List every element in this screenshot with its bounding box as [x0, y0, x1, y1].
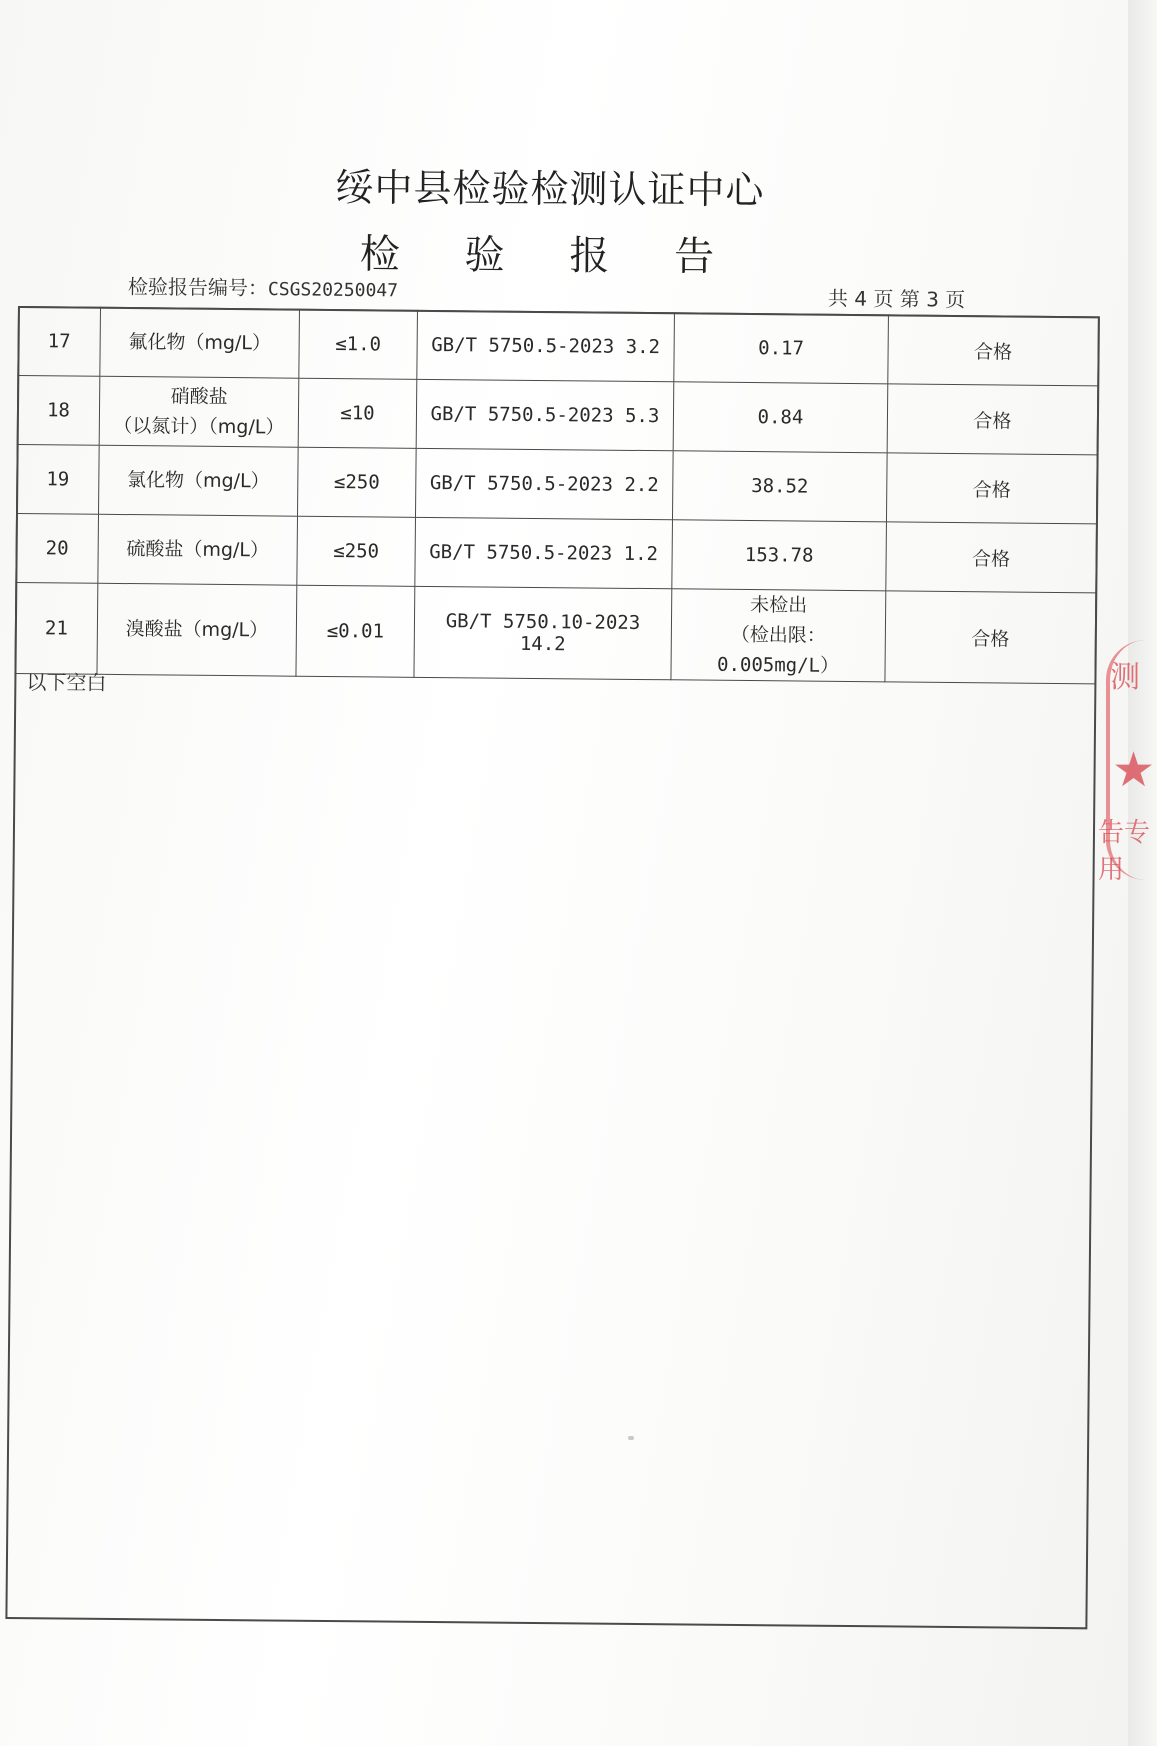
limit-value: ≤0.01 [296, 585, 415, 677]
row-number: 18 [17, 376, 100, 446]
seal-star-icon: ★ [1112, 742, 1156, 798]
test-result-line: （检出限：0.005mg/L） [716, 623, 840, 677]
seal-text-bottom: 告专用 [1098, 818, 1151, 885]
limit-value: ≤1.0 [299, 309, 418, 379]
results-table [14, 306, 1098, 684]
organization-name: 绥中县检验检测认证中心 [335, 165, 765, 213]
test-method: GB/T 5750.5-2023 5.3 [416, 379, 674, 450]
row-number: 19 [17, 444, 100, 514]
test-method: GB/T 5750.5-2023 2.2 [415, 448, 673, 519]
test-result [674, 313, 889, 384]
test-result [672, 520, 887, 591]
limit-value: ≤10 [298, 378, 417, 448]
test-item [99, 445, 299, 516]
report-number-value: CSGS20250047 [267, 279, 399, 302]
test-item-line: （以氮计）（mg/L） [113, 414, 285, 439]
table-row [15, 582, 1096, 683]
test-result [673, 382, 888, 453]
row-number: 17 [18, 307, 101, 377]
row-number: 20 [16, 513, 99, 583]
test-item-line: 氯化物（mg/L） [126, 469, 270, 493]
judgement: 合格 [886, 522, 1097, 593]
paper-speck [628, 1436, 634, 1440]
table-row [16, 513, 1097, 592]
test-item-line: 硫酸盐（mg/L） [126, 538, 270, 562]
test-result-line: 0.84 [757, 406, 804, 429]
limit-value: ≤250 [297, 516, 416, 586]
judgement: 合格 [885, 591, 1096, 684]
test-item [97, 583, 297, 676]
test-method: GB/T 5750.5-2023 1.2 [415, 517, 673, 588]
page-info: 共 4 页 第 3 页 [827, 286, 966, 312]
test-result [672, 451, 887, 522]
blank-below-note: 以下空白 [26, 670, 107, 695]
results-table-body [15, 307, 1098, 684]
test-item [98, 514, 298, 585]
results-frame [5, 306, 1098, 1627]
test-item [99, 376, 299, 447]
test-result-line: 38.52 [751, 475, 809, 498]
test-method: GB/T 5750.5-2023 3.2 [417, 310, 675, 381]
report-number [128, 271, 398, 303]
test-result [671, 589, 886, 682]
test-method: GB/T 5750.10-2023 14.2 [414, 586, 672, 679]
row-number: 21 [15, 582, 98, 674]
test-item-line: 硝酸盐 [170, 385, 228, 409]
limit-value: ≤250 [297, 447, 416, 517]
table-row [17, 376, 1098, 455]
table-row [17, 444, 1098, 523]
test-result-line: 153.78 [744, 543, 814, 567]
report-title: 检 验 报 告 [359, 231, 741, 281]
judgement: 合格 [886, 453, 1097, 524]
seal-text-top: 测 [1110, 660, 1140, 695]
test-item-line: 氟化物（mg/L） [128, 331, 272, 355]
test-result-line: 0.17 [758, 337, 805, 360]
test-item [100, 307, 300, 378]
report-number-label: 检验报告编号： [127, 274, 269, 301]
judgement: 合格 [887, 384, 1098, 455]
table-row [18, 307, 1099, 386]
test-result-line: 未检出 [750, 594, 808, 617]
test-item-line: 溴酸盐（mg/L） [125, 618, 269, 642]
judgement: 合格 [888, 315, 1099, 386]
